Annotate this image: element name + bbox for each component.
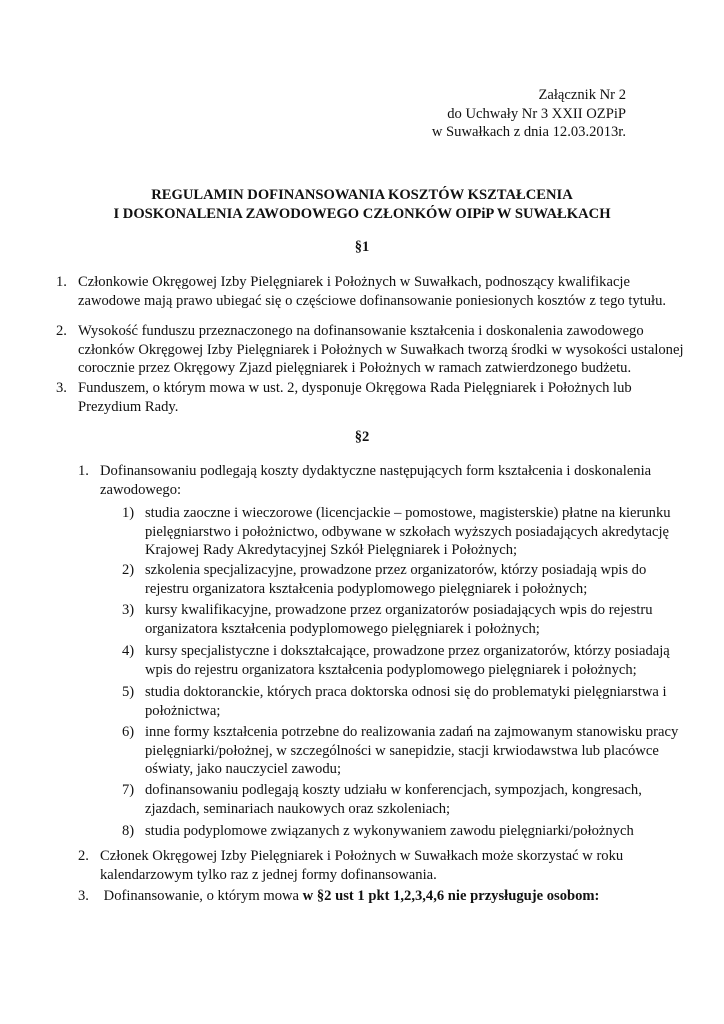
item-line: zawodowego: — [100, 481, 182, 498]
subitem-line: rejestru organizatora kształcenia podyplomowego pielęgniarek i położnych; — [145, 580, 588, 597]
item-line: Członkowie Okręgowej Izby Pielęgniarek i Położnych w Suwałkach, podnoszący kwalifikacje — [78, 274, 630, 290]
subitem-line: Krajowej Rady Akredytacyjnej Szkół Pielęgniarek i Położnych; — [145, 542, 518, 559]
section-2-heading: §2 — [354, 429, 370, 445]
subitem-number: 5) — [122, 684, 135, 700]
item-line: zawodowe mają prawo ubiegać się o częściowe dofinansowanie poniesionych kosztów z tego tytułu. — [78, 292, 667, 309]
annex-line-1: Załącznik Nr 2 — [538, 87, 626, 103]
item-line: Prezydium Rady. — [78, 398, 179, 415]
subitem-number: 3) — [122, 602, 135, 618]
title-line-2: I DOSKONALENIA ZAWODOWEGO CZŁONKÓW OIPiP W SUWAŁKACH — [113, 205, 611, 222]
item-number: 1. — [78, 463, 89, 479]
subitem-line: wpis do rejestru organizatora kształcenia podyplomowego pielęgniarek i położnych; — [145, 661, 637, 678]
annex-line-2: do Uchwały Nr 3 XXII OZPiP — [447, 105, 626, 122]
item-line: Wysokość funduszu przeznaczonego na dofinansowanie kształcenia i doskonalenia zawodowego — [78, 323, 644, 339]
subitem-number: 7) — [122, 782, 135, 798]
item-number: 2. — [56, 323, 67, 339]
item-text-plain: Dofinansowanie, o którym mowa — [100, 888, 303, 904]
subitem-line: studia zaoczne i wieczorowe (licencjackie – pomostowe, magisterskie) płatne na kierunku — [145, 505, 671, 521]
subitem-line: organizatora kształcenia podyplomowego pielęgniarek i położnych; — [145, 620, 540, 637]
annex-line-3: w Suwałkach z dnia 12.03.2013r. — [431, 124, 626, 141]
subitem-number: 1) — [122, 505, 135, 521]
subitem-line: pielęgniarstwo i położnictwo, odbywane w szkołach wyższych posiadających akredytację — [145, 523, 669, 540]
subitem-number: 2) — [122, 562, 135, 578]
subitem-line: studia podyplomowe związanych z wykonywaniem zawodu pielęgniarki/położnych — [145, 823, 634, 839]
item-number: 3. — [78, 888, 89, 904]
subitem-number: 6) — [122, 724, 135, 740]
subitem-line: pielęgniarki/położnej, w szczególności w sanepidzie, stacji krwiodawstwa lub placówce — [145, 742, 659, 759]
subitem-line: kursy kwalifikacyjne, prowadzone przez organizatorów posiadających wpis do rejestru — [145, 602, 653, 618]
title-line-1: REGULAMIN DOFINANSOWANIA KOSZTÓW KSZTAŁCENIA — [151, 187, 573, 203]
subitem-line: oświaty, jako nauczyciel zawodu; — [145, 761, 341, 778]
subitem-line: studia doktoranckie, których praca doktorska odnosi się do problematyki pielęgniarstwa i — [145, 684, 667, 700]
subitem-number: 8) — [122, 823, 135, 839]
item-line — [100, 887, 599, 906]
subitem-line: dofinansowaniu podlegają koszty udziału w konferencjach, sympozjach, kongresach, — [145, 782, 642, 798]
subitem-line: położnictwa; — [145, 702, 221, 719]
item-line: członków Okręgowej Izby Pielęgniarek i Położnych w Suwałkach tworzą środki w wysokości ustalonej — [78, 341, 684, 358]
subitem-line: szkolenia specjalizacyjne, prowadzone przez organizatorów, którzy posiadają wpis do — [145, 562, 647, 578]
subitem-line: inne formy kształcenia potrzebne do realizowania zadań na zajmowanym stanowisku pracy — [145, 724, 679, 740]
subitem-number: 4) — [122, 643, 135, 659]
item-number: 2. — [78, 848, 89, 864]
subitem-line: kursy specjalistyczne i dokształcające, prowadzone przez organizatorów, którzy posiadają — [145, 643, 670, 659]
section-1-heading: §1 — [354, 239, 370, 255]
subitem-line: zjazdach, seminariach naukowych oraz szkoleniach; — [145, 800, 451, 817]
item-line: corocznie przez Okręgowy Zjazd pielęgniarek i Położnych w ramach zatwierdzonego budżetu. — [78, 360, 632, 377]
item-number: 1. — [56, 274, 67, 290]
item-line: Dofinansowaniu podlegają koszty dydaktyczne następujących form kształcenia i doskonalenia — [100, 463, 652, 479]
annex-header — [432, 86, 626, 142]
item-line: Funduszem, o którym mowa w ust. 2, dysponuje Okręgowa Rada Pielęgniarek i Położnych lub — [78, 380, 632, 396]
item-line: Członek Okręgowej Izby Pielęgniarek i Położnych w Suwałkach może skorzystać w roku — [100, 848, 624, 864]
item-number: 3. — [56, 380, 67, 396]
item-line: kalendarzowym tylko raz z jednej formy dofinansowania. — [100, 866, 437, 883]
item-text-bold: w §2 ust 1 pkt 1,2,3,4,6 nie przysługuje osobom: — [302, 888, 600, 904]
document-title — [0, 186, 724, 223]
